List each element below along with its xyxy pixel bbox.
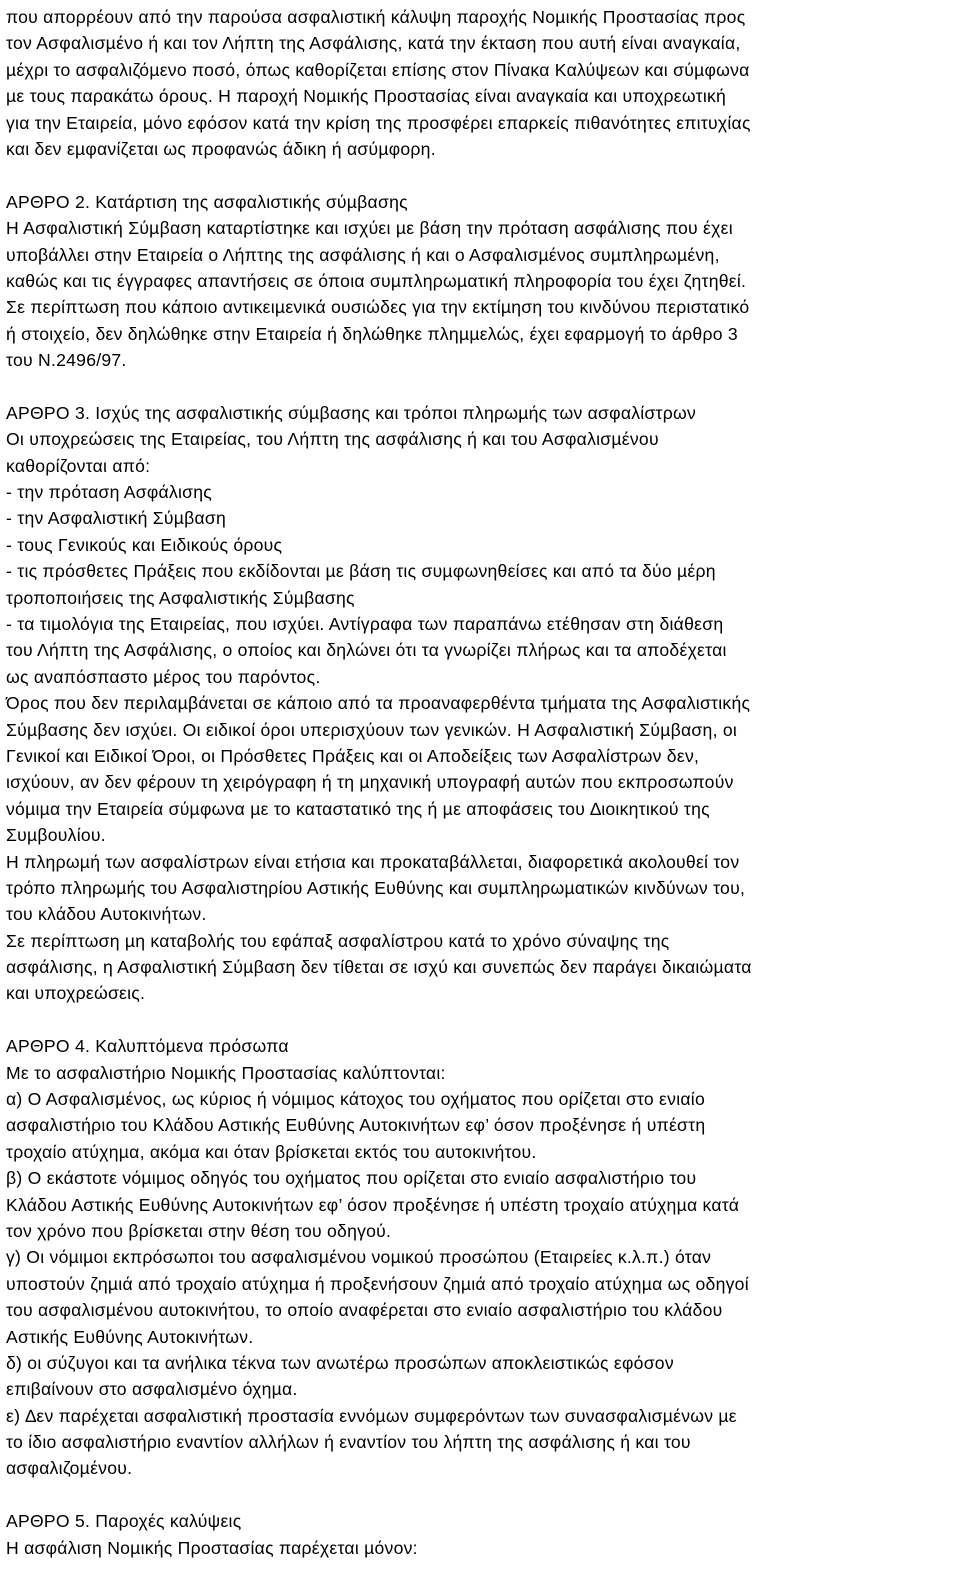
list-item: - την Ασφαλιστική Σύµβαση bbox=[6, 508, 227, 529]
list-item: δ) οι σύζυγοι και τα ανήλικα τέκνα των ανωτέρω προσώπων αποκλειστικώς εφόσον bbox=[6, 1352, 674, 1373]
text-line: Γενικοί και Ειδικοί Όροι, οι Πρόσθετες Πράξεις και οι Αποδείξεις των Ασφαλίστρων δεν, bbox=[6, 745, 700, 766]
text-line: Όρος που δεν περιλαµβάνεται σε κάποιο από τα προαναφερθέντα τµήµατα της Ασφαλιστικής bbox=[6, 693, 751, 714]
text-line: Η πληρωµή των ασφαλίστρων είναι ετήσια και προκαταβάλλεται, διαφορετικά ακολουθεί τον bbox=[6, 851, 740, 872]
text-line: του Λήπτη της Ασφάλισης, ο οποίος και δηλώνει ότι τα γνωρίζει πλήρως και τα αποδέχεται bbox=[6, 640, 727, 661]
text-line: τρόπο πληρωµής του Ασφαλιστηρίου Αστικής Ευθύνης και συµπληρωµατικών κινδύνων του, bbox=[6, 877, 746, 898]
paragraph-spacer bbox=[6, 1007, 954, 1033]
text-line: ή στοιχείο, δεν δηλώθηκε στην Εταιρεία ή δηλώθηκε πληµµελώς, έχει εφαρµογή το άρθρο 3 bbox=[6, 323, 738, 344]
list-item: ε) ∆εν παρέχεται ασφαλιστική προστασία εννόµων συµφερόντων των συνασφαλισµένων µε bbox=[6, 1405, 737, 1426]
text-line: µέχρι το ασφαλιζόµενο ποσό, όπως καθορίζεται επίσης στον Πίνακα Καλύψεων και σύµφωνα bbox=[6, 59, 750, 80]
list-item: - τις πρόσθετες Πράξεις που εκδίδονται µε βάση τις συµφωνηθείσες και από τα δύο µέρη bbox=[6, 561, 716, 582]
text-line: Κλάδου Αστικής Ευθύνης Αυτοκινήτων εφ’ όσον προξένησε ή υπέστη τροχαίο ατύχηµα κατά bbox=[6, 1194, 740, 1215]
article-4-section bbox=[6, 1033, 954, 1482]
article-3-heading: ΑΡΘΡΟ 3. Ισχύς της ασφαλιστικής σύµβασης και τρόποι πληρωµής των ασφαλίστρων bbox=[6, 402, 697, 423]
text-line: και υποχρεώσεις. bbox=[6, 983, 146, 1004]
text-line: Σε περίπτωση µη καταβολής του εφάπαξ ασφαλίστρου κατά το χρόνο σύναψης της bbox=[6, 930, 670, 951]
article-4-heading: ΑΡΘΡΟ 4. Καλυπτόµενα πρόσωπα bbox=[6, 1036, 289, 1057]
document-page bbox=[6, 4, 954, 1561]
list-item: β) Ο εκάστοτε νόµιµος οδηγός του οχήµατος που ορίζεται στο ενιαίο ασφαλιστήριο του bbox=[6, 1168, 697, 1189]
paragraph-spacer bbox=[6, 373, 954, 399]
text-line: του κλάδου Αυτοκινήτων. bbox=[6, 904, 207, 925]
text-line: του ασφαλισµένου αυτοκινήτου, το οποίο αναφέρεται στο ενιαίο ασφαλιστήριο του κλάδου bbox=[6, 1300, 723, 1321]
paragraph-spacer bbox=[6, 1482, 954, 1508]
text-line: Συµβουλίου. bbox=[6, 825, 106, 846]
text-line: Αστικής Ευθύνης Αυτοκινήτων. bbox=[6, 1326, 254, 1347]
text-line: τον χρόνο που βρίσκεται στην θέση του οδηγού. bbox=[6, 1220, 392, 1241]
intro-paragraph bbox=[6, 4, 954, 162]
list-item: γ) Οι νόµιµοι εκπρόσωποι του ασφαλισµένου νοµικού προσώπου (Εταιρείες κ.λ.π.) όταν bbox=[6, 1247, 712, 1268]
text-line: Οι υποχρεώσεις της Εταιρείας, του Λήπτη της ασφάλισης ή και του Ασφαλισµένου bbox=[6, 429, 659, 450]
text-line: ως αναπόσπαστο µέρος του παρόντος. bbox=[6, 666, 321, 687]
text-line: Η Ασφαλιστική Σύµβαση καταρτίστηκε και ισχύει µε βάση την πρόταση ασφάλισης που έχει bbox=[6, 218, 733, 239]
text-line: καθώς και τις έγγραφες απαντήσεις σε όποια συµπληρωµατική πληροφορία του έχει ζητηθεί. bbox=[6, 270, 747, 291]
article-2-section bbox=[6, 189, 954, 374]
text-line: επιβαίνουν στο ασφαλισµένο όχηµα. bbox=[6, 1379, 298, 1400]
text-line: Με το ασφαλιστήριο Νοµικής Προστασίας καλύπτονται: bbox=[6, 1062, 446, 1083]
list-item: - την πρόταση Ασφάλισης bbox=[6, 482, 213, 503]
article-5-heading: ΑΡΘΡΟ 5. Παροχές καλύψεις bbox=[6, 1511, 242, 1532]
text-line: που απορρέουν από την παρούσα ασφαλιστική κάλυψη παροχής Νοµικής Προστασίας προς bbox=[6, 7, 746, 27]
text-line: υποστούν ζηµιά από τροχαίο ατύχηµα ή προξενήσουν ζηµιά από τροχαίο ατύχηµα ως οδηγοί bbox=[6, 1273, 749, 1294]
text-line: ισχύουν, αν δεν φέρουν τη χειρόγραφη ή τη µηχανική υπογραφή αυτών που εκπροσωπούν bbox=[6, 772, 734, 793]
text-line: ασφαλιστήριο του Κλάδου Αστικής Ευθύνης Αυτοκινήτων εφ’ όσον προξένησε ή υπέστη bbox=[6, 1115, 706, 1136]
text-line: τον Ασφαλισµένο ή και τον Λήπτη της Ασφάλισης, κατά την έκταση που αυτή είναι αναγκαία, bbox=[6, 33, 741, 54]
text-line: Σε περίπτωση που κάποιο αντικειµενικά ουσιώδες για την εκτίµηση του κινδύνου περιστατικό bbox=[6, 297, 750, 318]
text-line: Σύµβασης δεν ισχύει. Οι ειδικοί όροι υπερισχύουν των γενικών. Η Ασφαλιστική Σύµβαση, οι bbox=[6, 719, 738, 740]
text-line: νόµιµα την Εταιρεία σύµφωνα µε το καταστατικό της ή µε αποφάσεις του ∆ιοικητικού της bbox=[6, 798, 710, 819]
text-line: µε τους παρακάτω όρους. Η παροχή Νοµικής Προστασίας είναι αναγκαία και υποχρεωτική bbox=[6, 86, 727, 107]
text-line: ασφάλισης, η Ασφαλιστική Σύµβαση δεν τίθεται σε ισχύ και συνεπώς δεν παράγει δικαιώµατα bbox=[6, 957, 752, 978]
list-item: - τους Γενικούς και Ειδικούς όρους bbox=[6, 534, 283, 555]
text-line: Η ασφάλιση Νοµικής Προστασίας παρέχεται µόνον: bbox=[6, 1537, 418, 1558]
paragraph-spacer bbox=[6, 162, 954, 188]
text-line: ασφαλιζοµένου. bbox=[6, 1458, 133, 1479]
text-line: και δεν εµφανίζεται ως προφανώς άδικη ή ασύµφορη. bbox=[6, 138, 436, 159]
text-line: καθορίζονται από: bbox=[6, 455, 151, 476]
list-item: - τα τιµολόγια της Εταιρείας, που ισχύει. Αντίγραφα των παραπάνω ετέθησαν στη διάθεση bbox=[6, 613, 724, 634]
list-item: α) Ο Ασφαλισµένος, ως κύριος ή νόµιµος κάτοχος του οχήµατος που ορίζεται στο ενιαίο bbox=[6, 1089, 705, 1110]
article-5-section bbox=[6, 1508, 954, 1561]
text-line: υποβάλλει στην Εταιρεία ο Λήπτης της ασφάλισης ή και ο Ασφαλισµένος συµπληρωµένη, bbox=[6, 244, 720, 265]
text-line: τροχαίο ατύχηµα, ακόµα και όταν βρίσκεται εκτός του αυτοκινήτου. bbox=[6, 1141, 537, 1162]
text-line: το ίδιο ασφαλιστήριο εναντίον αλλήλων ή εναντίον του λήπτη της ασφάλισης ή και του bbox=[6, 1432, 691, 1453]
article-3-section bbox=[6, 400, 954, 1007]
text-line: του Ν.2496/97. bbox=[6, 350, 127, 371]
article-2-heading: ΑΡΘΡΟ 2. Κατάρτιση της ασφαλιστικής σύµβασης bbox=[6, 191, 408, 212]
text-line: τροποποιήσεις της Ασφαλιστικής Σύµβασης bbox=[6, 587, 355, 608]
text-line: για την Εταιρεία, µόνο εφόσον κατά την κρίση της προσφέρει επαρκείς πιθανότητες επιτυχίας bbox=[6, 112, 751, 133]
